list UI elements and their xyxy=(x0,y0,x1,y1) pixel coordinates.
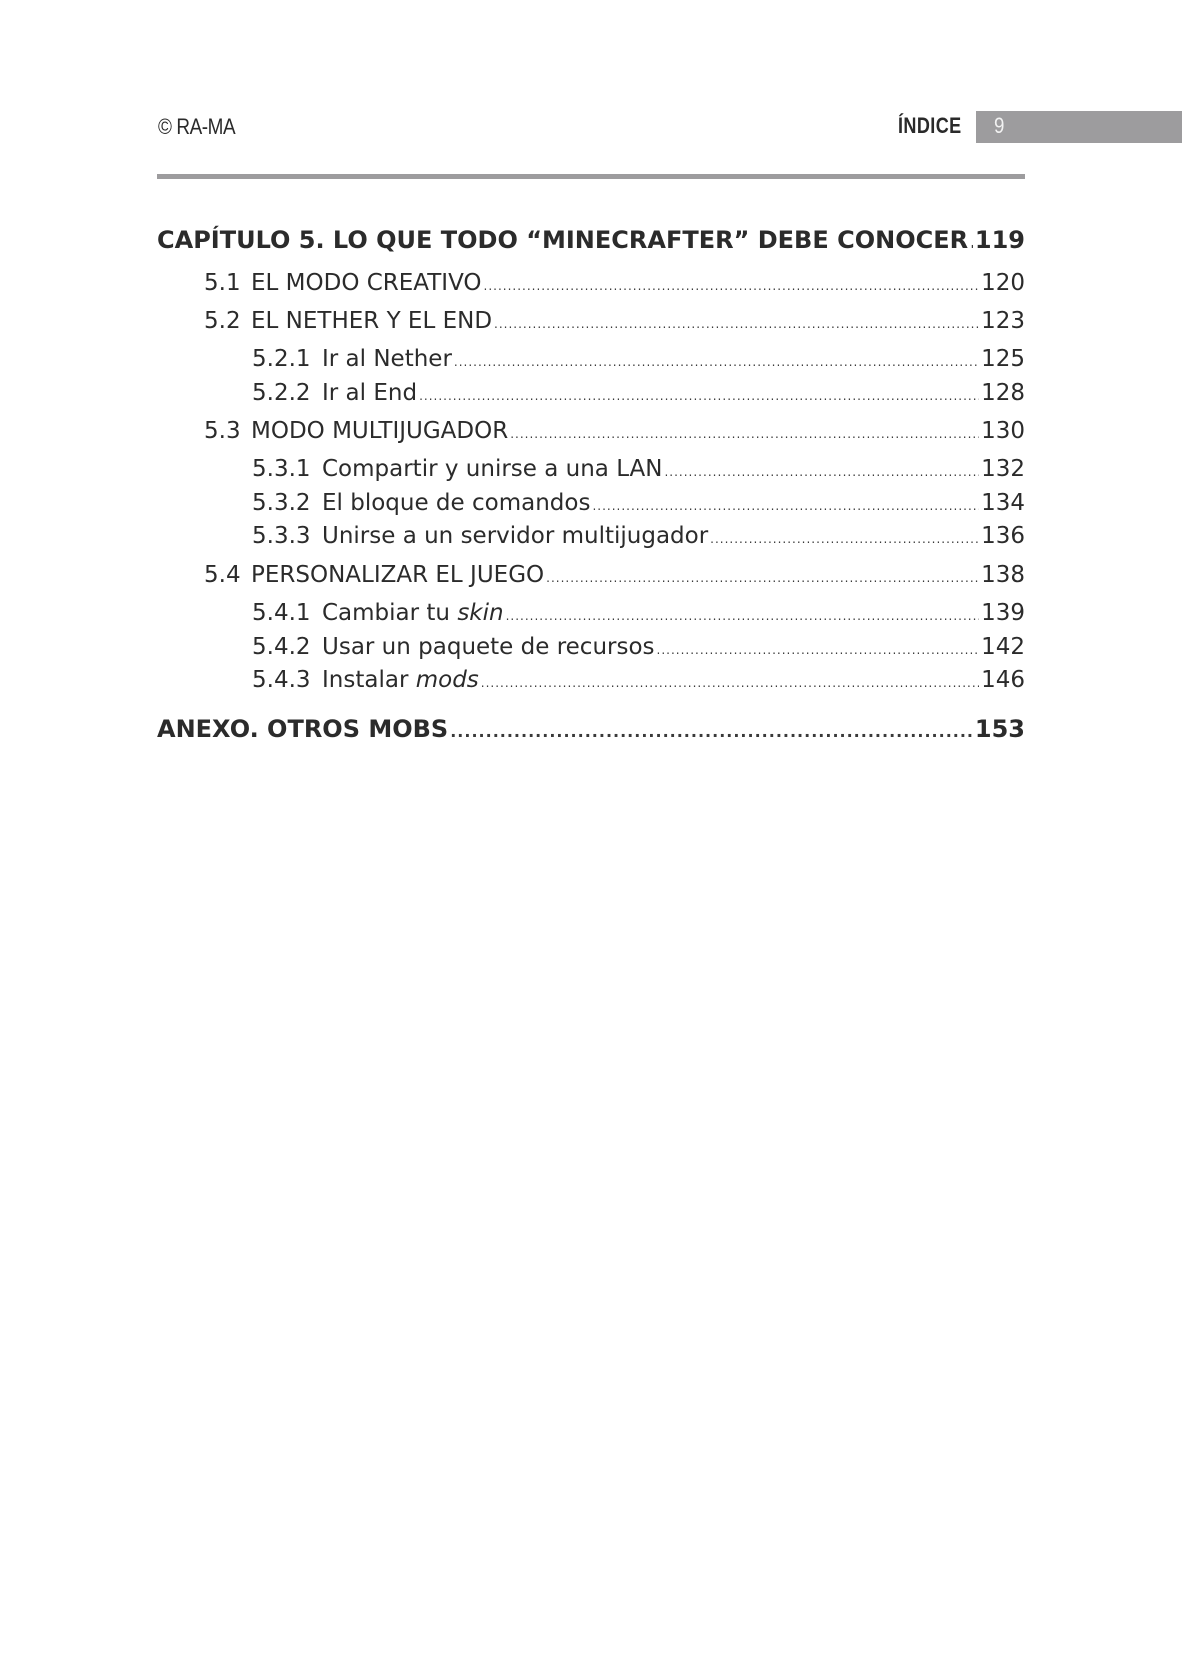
leader-dots xyxy=(970,233,973,252)
toc-entry-number: 5.2.2 xyxy=(252,379,311,406)
toc-entry-title: CAPÍTULO 5. LO QUE TODO “MINECRAFTER” DEBE CONOCER xyxy=(157,226,969,254)
toc-entry-page: 146 xyxy=(981,667,1025,694)
toc-entry-5-3-3[interactable] xyxy=(157,523,1025,557)
toc-entry-title: Ir al Nether xyxy=(322,346,452,372)
toc-entry-5-3-2[interactable] xyxy=(157,490,1025,524)
toc-entry-title: EL MODO CREATIVO xyxy=(251,270,482,296)
toc-entry-page: 119 xyxy=(974,226,1025,254)
toc-entry-5-2-1[interactable] xyxy=(157,346,1025,380)
toc-entry-chapter-5[interactable] xyxy=(157,226,1025,270)
toc-entry-page: 142 xyxy=(981,633,1025,660)
toc-entry-title xyxy=(322,600,504,626)
toc-entry-title: Ir al End xyxy=(322,379,418,406)
toc-entry-page: 136 xyxy=(981,523,1025,550)
leader-dots xyxy=(484,279,980,293)
leader-dots xyxy=(592,499,979,513)
toc-entry-5-2[interactable] xyxy=(157,308,1025,346)
toc-entry-title: ANEXO. OTROS MOBS xyxy=(157,714,449,743)
toc-entry-title-italic: mods xyxy=(415,667,479,694)
toc-entry-number: 5.3.2 xyxy=(252,489,311,516)
leader-dots xyxy=(546,571,979,585)
toc-entry-number: 5.3 xyxy=(204,418,241,445)
toc-entry-number: 5.4.2 xyxy=(252,633,311,660)
toc-entry-page: 138 xyxy=(981,561,1025,588)
toc-entry-5-1[interactable] xyxy=(157,270,1025,308)
toc-entry-page: 120 xyxy=(981,270,1025,296)
toc-entry-5-4-3[interactable] xyxy=(157,667,1025,701)
toc-entry-number: 5.4 xyxy=(204,561,241,588)
leader-dots xyxy=(657,643,980,657)
toc-entry-title: MODO MULTIJUGADOR xyxy=(251,418,509,445)
toc-entry-title-text: Cambiar tu xyxy=(322,599,458,626)
toc-entry-number: 5.3.1 xyxy=(252,456,311,483)
toc-entry-title: PERSONALIZAR EL JUEGO xyxy=(251,561,545,588)
toc-entry-title: Unirse a un servidor multijugador xyxy=(322,523,709,550)
toc-entry-title: EL NETHER Y EL END xyxy=(251,308,493,334)
toc-entry-title xyxy=(322,667,479,693)
toc-entry-number: 5.2 xyxy=(204,308,241,334)
toc-entry-number: 5.2.1 xyxy=(252,346,311,372)
toc-entry-page: 123 xyxy=(981,308,1025,334)
table-of-contents xyxy=(157,226,1025,759)
leader-dots xyxy=(494,317,979,331)
toc-entry-5-3[interactable] xyxy=(157,418,1025,456)
toc-entry-number: 5.3.3 xyxy=(252,523,311,550)
page-number-tab xyxy=(976,111,1182,143)
toc-entry-page: 153 xyxy=(974,714,1025,743)
toc-entry-title: El bloque de comandos xyxy=(322,489,591,516)
leader-dots xyxy=(510,427,979,441)
toc-entry-5-4[interactable] xyxy=(157,562,1025,600)
toc-entry-5-3-1[interactable] xyxy=(157,456,1025,490)
toc-entry-number: 5.4.1 xyxy=(252,599,311,626)
toc-entry-title: Usar un paquete de recursos xyxy=(322,633,655,660)
toc-entry-title: Compartir y unirse a una LAN xyxy=(322,456,663,483)
leader-dots xyxy=(419,389,979,403)
running-head-publisher: © RA-MA xyxy=(158,114,236,139)
leader-dots xyxy=(454,355,979,369)
toc-entry-number: 5.4.3 xyxy=(252,667,311,694)
running-head-section: ÍNDICE xyxy=(898,113,962,138)
toc-entry-page: 132 xyxy=(981,456,1025,483)
leader-dots xyxy=(710,532,979,546)
leader-dots xyxy=(664,465,979,479)
toc-entry-annex[interactable] xyxy=(157,715,1025,759)
header-rule xyxy=(157,174,1025,179)
toc-entry-page: 130 xyxy=(981,418,1025,445)
toc-entry-number: 5.1 xyxy=(204,270,241,296)
toc-entry-5-4-1[interactable] xyxy=(157,600,1025,634)
leader-dots xyxy=(481,676,979,690)
toc-entry-5-4-2[interactable] xyxy=(157,634,1025,668)
leader-dots xyxy=(450,722,973,741)
toc-entry-page: 139 xyxy=(981,599,1025,626)
toc-entry-title-text: Instalar xyxy=(322,667,416,694)
toc-entry-page: 134 xyxy=(981,489,1025,516)
toc-entry-page: 125 xyxy=(981,346,1025,372)
toc-entry-title-italic: skin xyxy=(457,599,504,626)
toc-entry-page: 128 xyxy=(981,379,1025,406)
leader-dots xyxy=(506,609,979,623)
toc-entry-5-2-2[interactable] xyxy=(157,380,1025,414)
page-number: 9 xyxy=(994,113,1005,138)
